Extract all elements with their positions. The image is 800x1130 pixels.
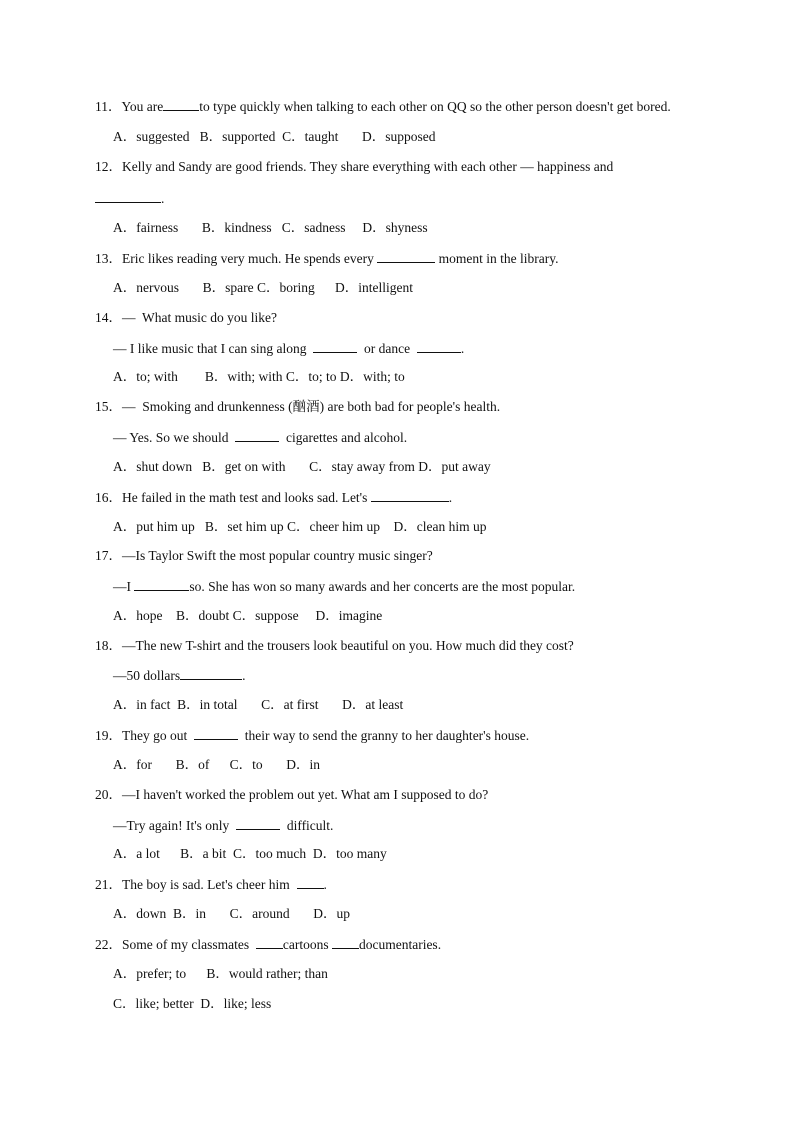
question-21: 21．The boy is sad. Let's cheer him . [95, 877, 327, 892]
answer-blank [95, 189, 161, 203]
question-15: 15．— Smoking and drunkenness (酗酒) are both bad for people's health. [95, 399, 501, 414]
question-11-options: A．suggested B．supported C．taught D．supposed [113, 129, 436, 144]
answer-blank [236, 816, 280, 830]
question-14-response: — I like music that I can sing along or dance . [113, 341, 465, 356]
answer-blank [313, 339, 357, 353]
question-19: 19．They go out their way to send the granny to her daughter's house. [95, 728, 530, 743]
question-15-options: A．shut down B．get on with C．stay away from D．put away [113, 459, 491, 474]
question-13-options: A．nervous B．spare C．boring D．intelligent [113, 280, 413, 295]
question-11: 11．You are to type quickly when talking to each other on QQ so the other person doesn't get bored. [95, 99, 671, 114]
question-22-options-row-1: A．prefer; to B．would rather; than [113, 966, 328, 981]
answer-blank [256, 935, 283, 949]
question-13: 13．Eric likes reading very much. He spends every moment in the library. [95, 251, 559, 266]
question-19-options: A．for B．of C．to D．in [113, 757, 320, 772]
question-20: 20．—I haven't worked the problem out yet. What am I supposed to do? [95, 787, 489, 802]
question-14: 14．— What music do you like? [95, 310, 277, 325]
question-22: 22．Some of my classmates cartoons documentaries. [95, 937, 442, 952]
question-12-blank-line: . [95, 189, 164, 208]
question-12: 12．Kelly and Sandy are good friends. They share everything with each other — happiness and [95, 159, 614, 174]
answer-blank [332, 935, 359, 949]
question-20-response: —Try again! It's only difficult. [113, 818, 334, 833]
question-18: 18．—The new T-shirt and the trousers look beautiful on you. How much did they cost? [95, 638, 574, 653]
question-15-response: — Yes. So we should cigarettes and alcohol. [113, 430, 408, 445]
question-17-options: A．hope B．doubt C．suppose D．imagine [113, 608, 383, 623]
question-17: 17．—Is Taylor Swift the most popular country music singer? [95, 548, 433, 563]
answer-blank [163, 97, 199, 111]
answer-blank [371, 488, 449, 502]
question-22-options-row-2: C．like; better D．like; less [113, 996, 272, 1011]
answer-blank [297, 875, 324, 889]
answer-blank [180, 666, 242, 680]
question-16: 16．He failed in the math test and looks sad. Let's . [95, 490, 453, 505]
answer-blank [417, 339, 461, 353]
question-21-options: A．down B．in C．around D．up [113, 906, 350, 921]
question-18-options: A．in fact B．in total C．at first D．at least [113, 697, 404, 712]
question-17-response: —I so. She has won so many awards and her concerts are the most popular. [113, 579, 576, 594]
question-12-options: A．fairness B．kindness C．sadness D．shyness [113, 220, 428, 235]
question-16-options: A．put him up B．set him up C．cheer him up D．clean him up [113, 519, 487, 534]
answer-blank [134, 577, 189, 591]
answer-blank [194, 726, 238, 740]
answer-blank [235, 428, 279, 442]
answer-blank [377, 249, 435, 263]
question-20-options: A．a lot B．a bit C．too much D．too many [113, 846, 387, 861]
question-18-response: —50 dollars . [113, 668, 246, 683]
question-14-options: A．to; with B．with; with C．to; to D．with; to [113, 369, 405, 384]
